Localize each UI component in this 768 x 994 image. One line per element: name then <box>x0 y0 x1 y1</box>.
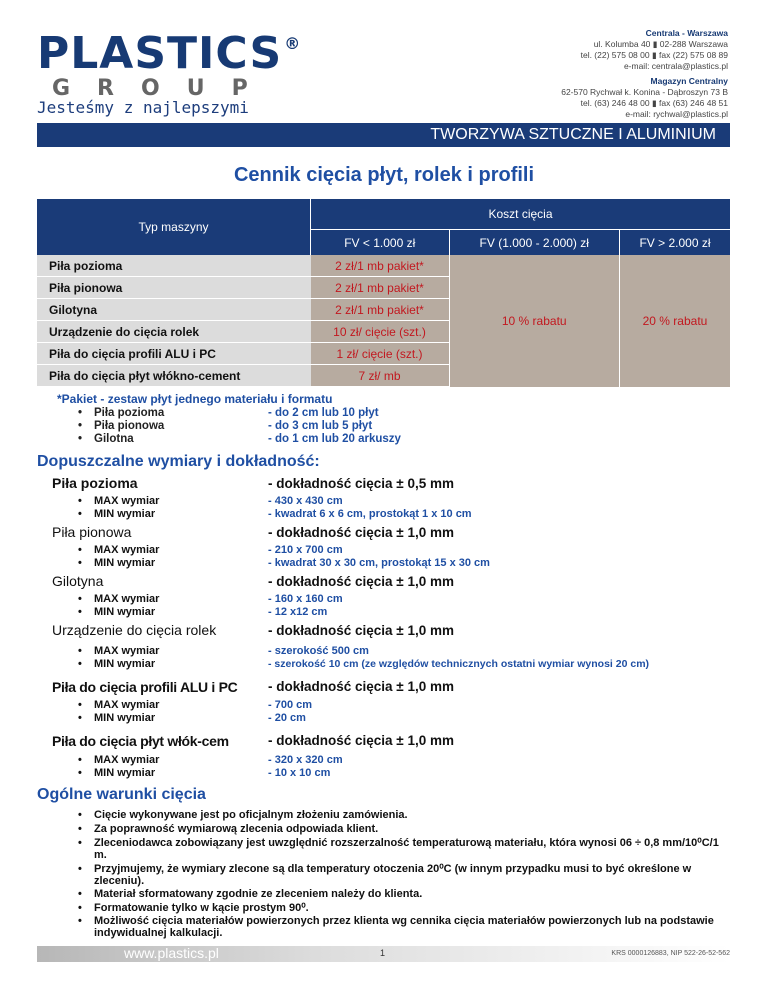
max-label: • MAX wymiar <box>94 544 159 556</box>
max-value: - szerokość 500 cm <box>268 645 369 657</box>
conditions-heading: Ogólne warunki cięcia <box>37 786 206 803</box>
logo-text: PLASTICS <box>37 28 283 79</box>
row-price: 10 zł/ cięcie (szt.) <box>311 321 450 343</box>
min-value: - kwadrat 6 x 6 cm, prostokąt 1 x 10 cm <box>268 508 472 520</box>
centrala-phone: tel. (22) 575 08 00 ▮ fax (22) 575 08 89 <box>580 50 728 60</box>
dimension-section-name: Piła do cięcia płyt włók-cem <box>52 733 229 749</box>
row-label: Piła pionowa <box>37 277 311 299</box>
table-row <box>37 255 730 277</box>
col-header-fv2: FV (1.000 - 2.000) zł <box>449 230 619 256</box>
pakiet-note-title: *Pakiet - zestaw płyt jednego materiału i formatu <box>57 392 333 406</box>
company-slogan: Jesteśmy z najlepszymi <box>37 98 249 117</box>
row-price: 2 zł/1 mb pakiet* <box>311 277 450 299</box>
min-label: • MIN wymiar <box>94 658 155 670</box>
max-label: • MAX wymiar <box>94 645 159 657</box>
condition-item: • Możliwość cięcia materiałów powierzonych przez klienta wg cennika cięcia materiałów powierzonych lub na podstawie indywidualnej kalkulacji. <box>94 915 734 939</box>
logo-group-text: GROUP <box>52 76 275 101</box>
min-value: - kwadrat 30 x 30 cm, prostokąt 15 x 30 cm <box>268 557 490 569</box>
min-label: • MIN wymiar <box>94 712 155 724</box>
dimension-accuracy: - dokładność cięcia ± 0,5 mm <box>268 476 454 491</box>
pakiet-item-name: • Piła pionowa <box>94 420 164 432</box>
dimension-accuracy: - dokładność cięcia ± 1,0 mm <box>268 679 454 694</box>
row-label: Piła pozioma <box>37 255 311 277</box>
rabat-cell-3: 20 % rabatu <box>619 255 730 387</box>
magazyn-heading: Magazyn Centralny <box>650 76 728 86</box>
row-label: Piła do cięcia płyt włókno-cement <box>37 365 311 387</box>
footer-website-link[interactable]: www.plastics.pl <box>124 945 219 961</box>
row-label: Piła do cięcia profili ALU i PC <box>37 343 311 365</box>
condition-item: • Za poprawność wymiarową zlecenia odpowiada klient. <box>94 823 734 835</box>
max-label: • MAX wymiar <box>94 754 159 766</box>
magazyn-email: e-mail: rychwal@plastics.pl <box>625 109 728 119</box>
pakiet-item-value: - do 2 cm lub 10 płyt <box>268 407 379 419</box>
condition-item: • Przyjmujemy, że wymiary zlecone są dla temperatury otoczenia 20⁰C (w innym przypadku musi to być określone w zleceniu). <box>94 863 734 887</box>
row-price: 2 zł/1 mb pakiet* <box>311 255 450 277</box>
company-logo <box>37 28 301 79</box>
condition-item: • Zleceniodawca zobowiązany jest uwzględnić rozszerzalność temperaturową materiału, która wynosi 06 ÷ 0,8 mm/10⁰C/1 m. <box>94 837 734 861</box>
min-value: - 12 x12 cm <box>268 606 328 618</box>
price-table <box>37 199 730 387</box>
max-value: - 320 x 320 cm <box>268 754 343 766</box>
max-value: - 210 x 700 cm <box>268 544 343 556</box>
magazyn-address: 62-570 Rychwał k. Konina - Dąbroszyn 73 B <box>561 87 728 97</box>
dimension-section-name: Urządzenie do cięcia rolek <box>52 622 217 638</box>
dimension-accuracy: - dokładność cięcia ± 1,0 mm <box>268 733 454 748</box>
dimension-section-name: Piła pionowa <box>52 524 132 540</box>
col-header-type: Typ maszyny <box>37 199 311 255</box>
max-label: • MAX wymiar <box>94 495 159 507</box>
row-price: 1 zł/ cięcie (szt.) <box>311 343 450 365</box>
page-number: 1 <box>380 948 386 958</box>
col-header-cost: Koszt cięcia <box>311 199 731 230</box>
rabat-cell-2: 10 % rabatu <box>449 255 619 387</box>
dimension-accuracy: - dokładność cięcia ± 1,0 mm <box>268 623 454 638</box>
dimension-section-name: Piła do cięcia profili ALU i PC <box>52 679 238 695</box>
dimension-accuracy: - dokładność cięcia ± 1,0 mm <box>268 525 454 540</box>
row-price: 2 zł/1 mb pakiet* <box>311 299 450 321</box>
pakiet-item-name: • Gilotna <box>94 433 134 445</box>
condition-item: • Formatowanie tylko w kącie prostym 90⁰. <box>94 902 734 914</box>
dimension-section-name: Piła pozioma <box>52 475 138 491</box>
max-value: - 700 cm <box>268 699 313 711</box>
contact-centrala <box>581 28 728 72</box>
contact-magazyn <box>561 76 728 120</box>
row-price: 7 zł/ mb <box>311 365 450 387</box>
pakiet-item-value: - do 1 cm lub 20 arkuszy <box>268 433 401 445</box>
footer-registration: KRS 0000126883, NIP 522-26-52-562 <box>611 950 730 957</box>
registered-mark: ® <box>284 34 302 53</box>
min-label: • MIN wymiar <box>94 557 155 569</box>
min-value: - szerokość 10 cm (ze względów technicznych ostatni wymiar wynosi 20 cm) <box>268 658 650 670</box>
dimensions-heading: Dopuszczalne wymiary i dokładność: <box>37 453 320 470</box>
pakiet-item-name: • Piła pozioma <box>94 407 164 419</box>
max-value: - 430 x 430 cm <box>268 495 343 507</box>
min-label: • MIN wymiar <box>94 767 155 779</box>
min-value: - 10 x 10 cm <box>268 767 331 779</box>
condition-item: • Materiał sformatowany zgodnie ze zleceniem należy do klienta. <box>94 888 734 900</box>
min-label: • MIN wymiar <box>94 508 155 520</box>
min-value: - 20 cm <box>268 712 306 724</box>
dimension-section-name: Gilotyna <box>52 573 104 589</box>
col-header-fv1: FV < 1.000 zł <box>311 230 450 256</box>
min-label: • MIN wymiar <box>94 606 155 618</box>
row-label: Gilotyna <box>37 299 311 321</box>
centrala-email: e-mail: centrala@plastics.pl <box>623 61 728 71</box>
magazyn-phone: tel. (63) 246 48 00 ▮ fax (63) 246 48 51 <box>580 98 728 108</box>
pakiet-item-value: - do 3 cm lub 5 płyt <box>268 420 373 432</box>
col-header-fv3: FV > 2.000 zł <box>619 230 730 256</box>
centrala-address: ul. Kolumba 40 ▮ 02-288 Warszawa <box>593 39 728 49</box>
max-label: • MAX wymiar <box>94 593 159 605</box>
header-banner: TWORZYWA SZTUCZNE I ALUMINIUM <box>37 123 730 147</box>
dimension-accuracy: - dokładność cięcia ± 1,0 mm <box>268 574 454 589</box>
row-label: Urządzenie do cięcia rolek <box>37 321 311 343</box>
page-title: Cennik cięcia płyt, rolek i profili <box>233 164 535 186</box>
max-label: • MAX wymiar <box>94 699 159 711</box>
max-value: - 160 x 160 cm <box>268 593 343 605</box>
centrala-heading: Centrala - Warszawa <box>645 28 728 38</box>
condition-item: • Cięcie wykonywane jest po oficjalnym złożeniu zamówienia. <box>94 809 734 821</box>
